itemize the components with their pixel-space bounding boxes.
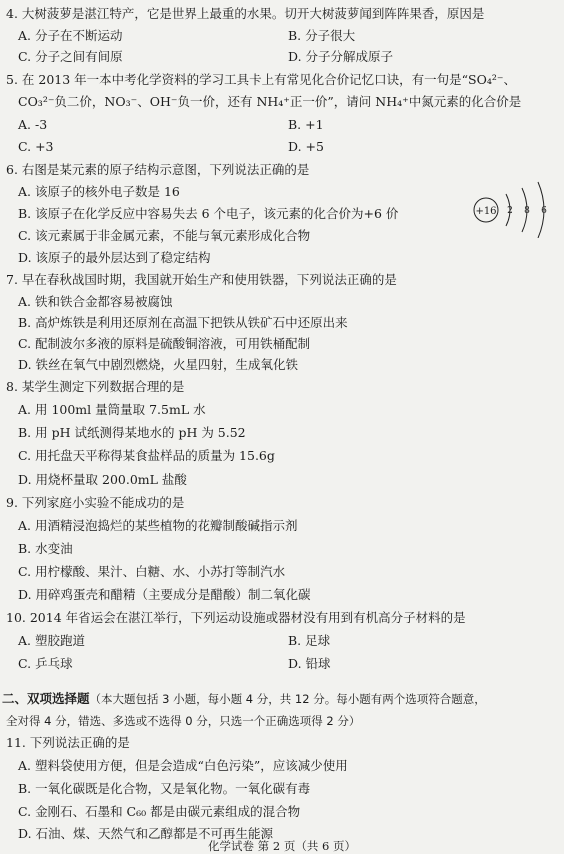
section-2-header (2, 691, 486, 707)
q4-option-a: A. 分子在不断运动 (18, 28, 123, 43)
q7-option-d: D. 铁丝在氧气中剧烈燃烧，火星四射，生成氧化铁 (18, 357, 299, 372)
q4-option-c: C. 分子之间有间原 (18, 49, 123, 64)
section-2-title: 二、双项选择题 (2, 691, 90, 706)
q9-option-a: A. 用酒精浸泡捣烂的某些植物的花瓣制酸碱指示剂 (18, 518, 298, 533)
q7-option-a: A. 铁和铁合金都容易被腐蚀 (18, 294, 173, 309)
q5-option-a: A. -3 (18, 117, 48, 132)
q10-option-a: A. 塑胶跑道 (18, 633, 85, 648)
page-footer: 化学试卷 第 2 页（共 6 页） (208, 839, 356, 853)
atom-shell-2-count: 8 (524, 206, 530, 216)
q9-option-d: D. 用碎鸡蛋壳和醋精（主要成分是醋酸）制二氧化碳 (18, 587, 311, 602)
q8-stem: 8. 某学生测定下列数据合理的是 (6, 379, 185, 394)
q4-option-d: D. 分子分解成原子 (288, 49, 394, 64)
atom-shell-1-count: 2 (507, 206, 513, 216)
q9-stem: 9. 下列家庭小实验不能成功的是 (6, 495, 185, 510)
q9-option-c: C. 用柠檬酸、果汁、白糖、水、小苏打等制汽水 (18, 564, 286, 579)
q4-stem: 4. 大树菠萝是湛江特产，它是世界上最重的水果。切开大树菠萝闻到阵阵果香，原因是 (6, 6, 485, 21)
q6-option-d: D. 该原子的最外层达到了稳定结构 (18, 250, 211, 265)
q7-stem: 7. 早在春秋战国时期，我国就开始生产和使用铁器，下列说法正确的是 (6, 272, 397, 287)
q8-option-b: B. 用 pH 试纸测得某地水的 pH 为 5.52 (18, 425, 246, 440)
q11-option-b: B. 一氧化碳既是化合物，又是氧化物。一氧化碳有毒 (18, 781, 311, 796)
section-2-instructions-line1: （本大题包括 3 小题，每小题 4 分，共 12 分。每小题有两个选项符合题意， (89, 692, 486, 706)
q9-option-b: B. 水变油 (18, 541, 73, 556)
q5-option-b: B. +1 (288, 117, 324, 132)
q10-stem: 10. 2014 年省运会在湛江举行，下列运动设施或器材没有用到有机高分子材料的是 (6, 610, 466, 625)
atom-nucleus-label: +16 (475, 206, 497, 217)
q5-option-c: C. +3 (18, 139, 54, 154)
q8-option-d: D. 用烧杯量取 200.0mL 盐酸 (18, 472, 187, 487)
q10-option-b: B. 足球 (288, 633, 331, 648)
q11-stem: 11. 下列说法正确的是 (6, 735, 130, 750)
q5-option-d: D. +5 (288, 139, 324, 154)
q8-option-c: C. 用托盘天平称得某食盐样品的质量为 15.6g (18, 448, 275, 463)
q7-option-c: C. 配制波尔多液的原料是硫酸铜溶液，可用铁桶配制 (18, 336, 311, 351)
atom-structure-diagram (470, 178, 560, 238)
q6-option-b: B. 该原子在化学反应中容易失去 6 个电子，该元素的化合价为+6 价 (18, 206, 399, 221)
q4-option-b: B. 分子很大 (288, 28, 356, 43)
q10-option-c: C. 乒乓球 (18, 656, 73, 671)
q11-option-a: A. 塑料袋使用方便，但是会造成“白色污染”，应该减少使用 (18, 758, 348, 773)
q6-option-c: C. 该元素属于非金属元素，不能与氧元素形成化合物 (18, 228, 311, 243)
section-2-instructions-line2: 全对得 4 分，错选、多选或不选得 0 分，只选一个正确选项得 2 分） (6, 714, 361, 728)
atom-shell-3-count: 6 (541, 206, 547, 216)
q10-option-d: D. 铅球 (288, 656, 331, 671)
q11-option-c: C. 金刚石、石墨和 C₆₀ 都是由碳元素组成的混合物 (18, 804, 301, 819)
q7-option-b: B. 高炉炼铁是利用还原剂在高温下把铁从铁矿石中还原出来 (18, 315, 348, 330)
q5-stem-line2: CO₃²⁻负二价，NO₃⁻、OH⁻负一价，还有 NH₄⁺正一价”，请问 NH₄⁺中氮元素的化合价是 (18, 94, 522, 109)
q11-option-d: D. 石油、煤、天然气和乙醇都是不可再生能源 (18, 826, 274, 841)
q8-option-a: A. 用 100ml 量筒量取 7.5mL 水 (18, 402, 206, 417)
q6-stem: 6. 右图是某元素的原子结构示意图，下列说法正确的是 (6, 162, 310, 177)
q6-option-a: A. 该原子的核外电子数是 16 (18, 184, 180, 199)
q5-stem-line1: 5. 在 2013 年一本中考化学资料的学习工具卡上有常见化合价记忆口诀，有一句是“SO₄²⁻、 (6, 72, 516, 87)
